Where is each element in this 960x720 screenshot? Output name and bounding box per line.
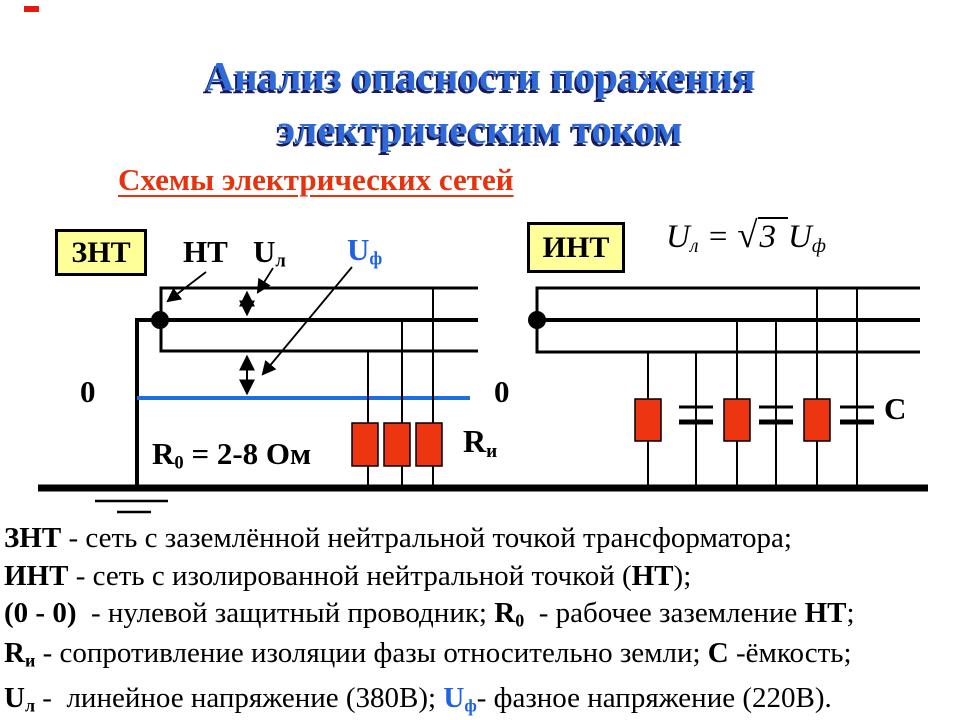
legend-text: - сеть с заземлённой нейтральной точкой трансформатора;	[61, 522, 792, 554]
title-line-2: электрическим током	[277, 106, 683, 152]
ri-base: R	[463, 423, 487, 459]
ground-resistance-label	[152, 436, 311, 472]
r0-sub: 0	[174, 452, 184, 474]
zero-conductor-label-right: 0	[494, 374, 510, 409]
legend-term: ИНТ	[4, 560, 69, 592]
legend-line-voltages	[4, 682, 832, 715]
uf-sub: ф	[369, 248, 383, 270]
legend-term-sub: л	[24, 695, 36, 716]
sqrt-sign: √	[737, 214, 758, 255]
network-type-box-int: ИНТ	[527, 222, 625, 273]
capacitance-label: C	[884, 391, 907, 426]
insulation-resistor	[416, 423, 442, 466]
title-line-1: Анализ опасности поражения	[204, 53, 756, 99]
legend-text: - фазное напряжение (220В).	[476, 682, 832, 714]
formula-u-line-sub: л	[689, 234, 699, 257]
legend-text: - линейное напряжение (380В);	[35, 682, 444, 714]
formula-u-phase: U	[788, 219, 812, 255]
legend-text: -ёмкость;	[728, 637, 852, 669]
legend-text: );	[673, 560, 692, 592]
legend-term-sub: 0	[515, 610, 525, 631]
legend-line-int	[4, 560, 691, 593]
legend-term-sub: и	[24, 650, 36, 671]
ul-base: U	[253, 234, 276, 269]
legend-term: НТ	[804, 597, 847, 629]
phase-voltage-label	[347, 232, 382, 268]
legend-term: С	[707, 637, 729, 669]
formula-equals: =	[706, 219, 730, 255]
insulation-resistor	[352, 423, 378, 466]
line-phase-voltage-formula	[666, 212, 826, 260]
r0-base: R	[152, 436, 175, 471]
legend-term: U	[4, 682, 25, 714]
left-neutral-point-dot	[151, 311, 169, 329]
neutral-point-label: НТ	[183, 234, 228, 269]
insulation-resistor	[724, 399, 750, 441]
right-neutral-point-dot	[528, 311, 546, 329]
legend-term: (0 - 0)	[4, 597, 77, 629]
sqrt-radicand: 3	[758, 217, 789, 255]
slide-subtitle: Схемы электрических сетей	[118, 162, 514, 197]
uf-base: U	[347, 232, 370, 267]
legend-text: - сеть с изолированной нейтральной точкой (	[68, 560, 632, 592]
ri-sub: и	[486, 440, 498, 462]
legend-term: НТ	[631, 560, 674, 592]
legend-text: - нулевой защитный проводник;	[76, 597, 495, 629]
legend-term: R	[4, 637, 25, 669]
insulation-resistor	[635, 399, 661, 441]
legend-term-sub: ф	[464, 695, 477, 716]
legend-line-ri	[4, 637, 852, 670]
ul-sub: л	[275, 250, 286, 272]
legend-term: ЗНТ	[4, 522, 62, 554]
insulation-resistor	[384, 423, 410, 466]
legend-text: ;	[846, 597, 855, 629]
legend-line-zero	[4, 597, 855, 630]
insulation-resistor	[804, 399, 830, 441]
zero-conductor-label-left: 0	[80, 374, 96, 409]
network-type-box-znt: ЗНТ	[55, 229, 147, 276]
legend-line-znt	[4, 522, 792, 555]
legend-term: R	[494, 597, 516, 629]
legend-term: U	[443, 682, 465, 714]
formula-u-line: U	[666, 219, 690, 255]
insulation-resistance-label	[463, 423, 497, 460]
formula-u-phase-sub: ф	[811, 234, 826, 257]
legend-text: - сопротивление изоляции фазы относительно земли;	[35, 637, 708, 669]
line-voltage-label	[253, 234, 286, 270]
legend-text: - рабочее заземление	[524, 597, 805, 629]
r0-value: = 2-8 Ом	[183, 436, 312, 471]
